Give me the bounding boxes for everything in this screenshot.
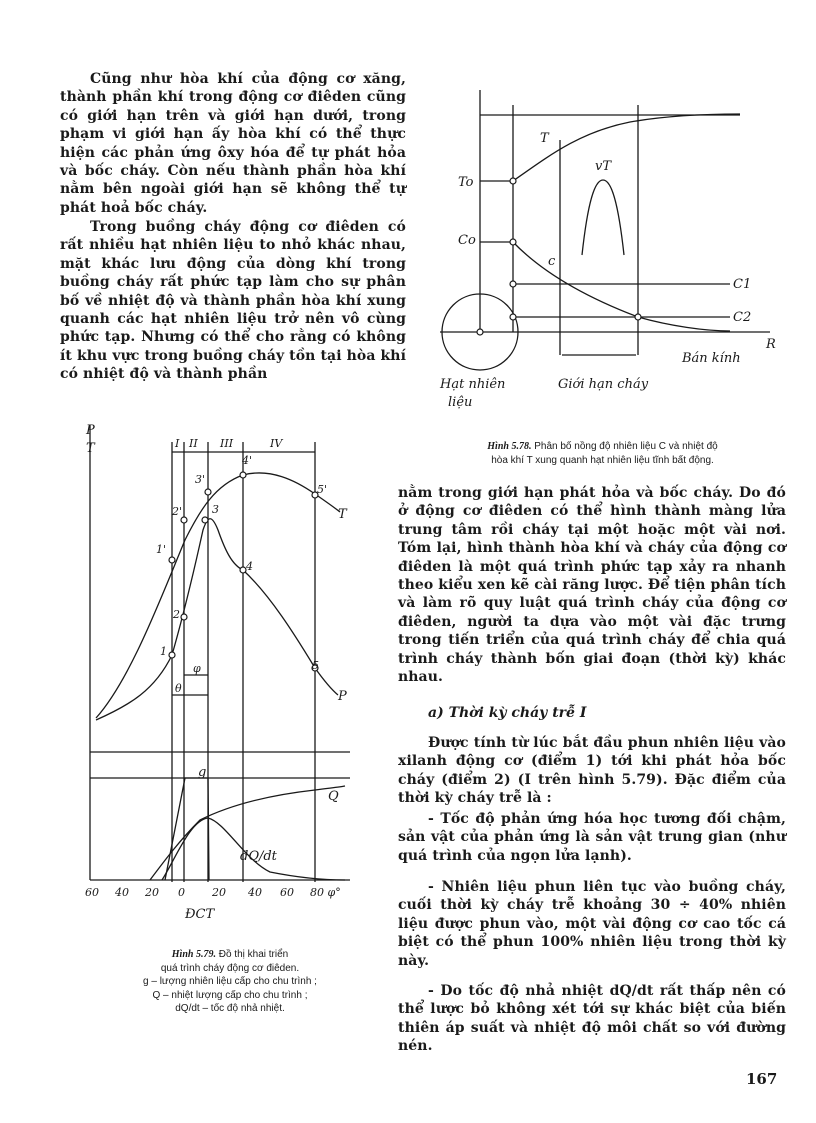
fig579-point-1: 1 <box>160 645 167 658</box>
fig578-label-vT: vT <box>595 159 612 174</box>
fig579-label-phi: φ <box>193 662 201 675</box>
right-paragraph-4: - Nhiên liệu phun liên tục vào buồng cháy, cuối thời kỳ cháy trễ khoảng 30 ÷ 40% nhiên liệu được phun vào, một vài động cơ cao tốc cá biệt có thể phun 100% nhiên liệu trong thời kỳ này. <box>398 879 786 969</box>
fig578-label-T: T <box>540 131 549 146</box>
page-number: 167 <box>746 1070 778 1088</box>
fig578-curve-T <box>513 114 740 181</box>
fig579-label-dct: ĐCT <box>185 907 215 922</box>
fig579-label-T-axis: T <box>86 441 95 456</box>
fig579-point-4p: 4' <box>242 454 253 467</box>
fig579-curve-Q <box>150 786 345 880</box>
fig578-curve-vT <box>582 180 624 255</box>
figure-5-79 <box>70 420 380 920</box>
fig579-ticks <box>85 886 341 899</box>
right-paragraph-1: nằm trong giới hạn phát hỏa và bốc cháy. Do đó ở động cơ điêden có thể hình thành màng lửa trung tâm rồi cháy tại một hoặc một vài nơi. Tóm lại, hình thành hòa khí và cháy của động cơ điêden là một quá trình phức tạp xảy ra nhanh theo kiểu xen kẽ cài răng lược. Để tiện phân tích và làm rõ quy luật quá trình cháy của động cơ điêden, người ta dựa vào một vài đặc trưng trong tiến triển của quá trình cháy để chia quá trình cháy thành bốn giai đoạn (thời kỳ) khác nhau. <box>398 485 786 686</box>
fig579-label-III: III <box>220 437 234 450</box>
fig578-label-limit: Giới hạn cháy <box>558 377 649 392</box>
tick-label: 40 <box>248 886 262 899</box>
fig578-label-radius: Bán kính <box>682 351 741 366</box>
fig578-label-C2: C2 <box>733 310 752 325</box>
tick-label: 20 <box>212 886 226 899</box>
fig579-point-5p: 5' <box>317 483 328 496</box>
right-paragraph-5: - Do tốc độ nhả nhiệt dQ/dt rất thấp nên có thể lược bỏ không xét tới sự khác biệt của biến thiên áp suất và nhiệt độ môi chất so với đường nén. <box>398 983 786 1055</box>
fig579-point-2: 2 <box>173 608 180 621</box>
tick-label: 80 φ° <box>310 886 341 899</box>
fig579-label-IV: IV <box>270 437 283 450</box>
right-paragraph-3: - Tốc độ phản ứng hóa học tương đối chậm, sản vật của phản ứng là sản vật trung gian (như quá trình của ngọn lửa lạnh). <box>398 811 786 864</box>
fig579-label-g: g <box>198 765 207 780</box>
fig579-label-P-curve: P <box>338 689 347 704</box>
figure-5-78 <box>430 80 776 420</box>
tick-label: 60 <box>85 886 99 899</box>
tick-label: 0 <box>178 886 185 899</box>
fig579-label-theta: θ <box>175 682 182 695</box>
fig579-label-II: II <box>189 437 198 450</box>
fig578-label-Co: Co <box>458 233 476 248</box>
fig579-label-P: P <box>86 423 95 438</box>
right-paragraph-2: Được tính từ lúc bắt đầu phun nhiên liệu vào xilanh động cơ (điểm 1) tới khi phát hỏa bốc cháy (điểm 2) (I trên hình 5.79). Đặc điểm của thời kỳ cháy trễ là : <box>398 735 786 807</box>
left-paragraph-2: Trong buồng cháy động cơ điêden có rất nhiều hạt nhiên liệu to nhỏ khác nhau, mặt khác lưu động của dòng khí trong buồng cháy rất phức tạp làm cho sự phân bố về nhiệt độ và thành phần hòa khí xung quanh các hạt nhiên liệu trở nên vô cùng phức tạp. Nhưng có thể cho rằng có không ít khu vực trong buồng cháy tồn tại hòa khí có nhiệt độ và thành phần <box>60 219 406 383</box>
tick-label: 20 <box>145 886 159 899</box>
tick-label: 60 <box>280 886 294 899</box>
fig579-point-2p: 2' <box>172 505 183 518</box>
fig578-label-To: To <box>458 175 474 190</box>
fig578-label-particle-2: liệu <box>448 395 473 410</box>
tick-label: 40 <box>115 886 129 899</box>
fig579-point-3: 3 <box>212 503 219 516</box>
left-paragraph-1: Cũng như hòa khí của động cơ xăng, thành phần khí trong động cơ điêden cũng có giới hạn trên và giới hạn dưới, trong phạm vi giới hạn ấy hòa khí có thể thực hiện các phản ứng ôxy hóa để tự phát hỏa và bốc cháy. Còn nếu thành phần hòa khí nằm bên ngoài giới hạn sẽ không thể tự phát hoả bốc cháy. <box>60 71 406 216</box>
fig579-label-Q: Q <box>328 789 339 804</box>
fig579-point-4: 4 <box>246 560 253 573</box>
fig578-label-particle-1: Hạt nhiên <box>440 377 506 392</box>
fig579-label-dqdt: dQ/dt <box>240 849 277 864</box>
fig578-caption: Hình 5.78. Phân bố nồng độ nhiên liệu C và nhiệt độ hòa khí T xung quanh hạt nhiên liệu tĩnh bất động. <box>487 441 718 466</box>
fig579-point-1p: 1' <box>156 543 167 556</box>
fig578-label-c: c <box>548 254 556 269</box>
fig579-point-5: 5 <box>312 659 319 672</box>
section-heading: a) Thời kỳ cháy trễ I <box>428 705 587 721</box>
fig578-label-R: R <box>766 337 776 352</box>
fig579-caption: Hình 5.79. Đồ thị khai triển quá trình cháy động cơ điêden. g – lượng nhiên liệu cấp cho chu trình ; Q – nhiệt lượng cấp cho chu trình ; dQ/dt – tốc độ nhả nhiệt. <box>143 949 317 1014</box>
fig579-label-I: I <box>175 437 180 450</box>
fig579-point-3p: 3' <box>195 473 206 486</box>
fig579-label-T: T <box>338 507 347 522</box>
fig579-curve-P <box>96 519 338 720</box>
fig578-label-C1: C1 <box>733 277 752 292</box>
